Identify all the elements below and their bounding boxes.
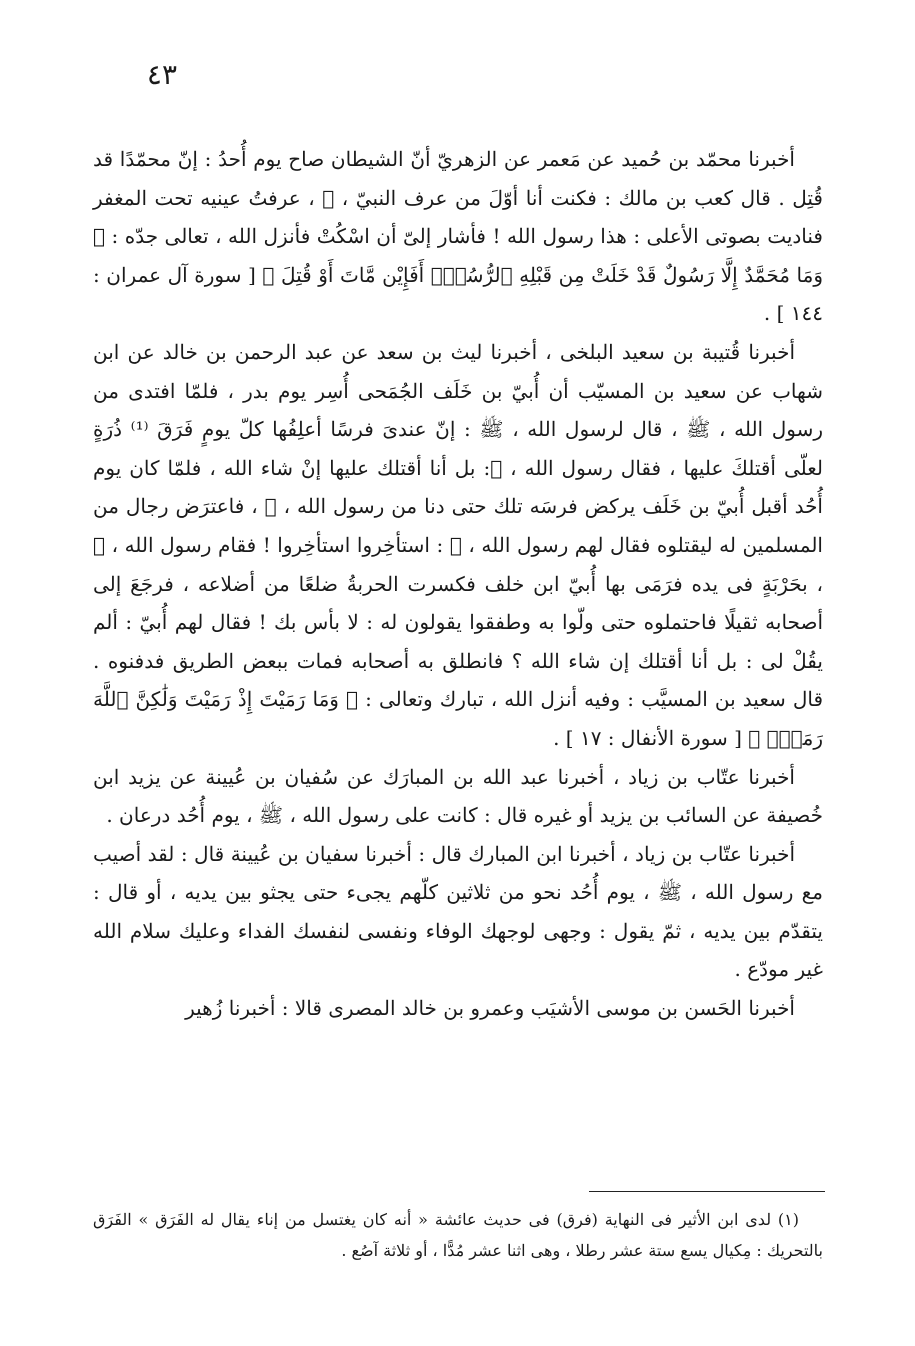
- paragraph-5: أخبرنا الحَسن بن موسى الأشيَب وعمرو بن خالد المصرى قالا : أخبرنا زُهير: [185, 996, 795, 1021]
- paragraph-3: أخبرنا عتّاب بن زياد ، أخبرنا عبد الله بن المبارَك عن سُفيان بن عُيينة عن يزيد ابن خُصيفة عن السائب بن يزيد أو غيره قال : كانت على رسول الله ، ﷺ ، يوم أُحُد درعان .: [93, 764, 823, 828]
- paragraph-2: أخبرنا قُتيبة بن سعيد البلخى ، أخبرنا ليث بن سعد عن عبد الرحمن بن خالد عن ابن شهاب عن سعيد بن المسيّب أن أُبيّ بن خَلَف الجُمَحى أُسِر يوم بدر ، فلمّا افتدى من رسول الله ، ﷺ ، قال لرسول الله ، ﷺ : إنّ عندىَ فرسًا أعلِفُها كلّ يومٍ فَرَقَ ⁽¹⁾ ذُرَةٍ لعلّى أقتلكَ عليها ، فقال رسول الله ، ﷺ: بل أنا أقتلك عليها إنْ شاء الله ، فلمّا كان يوم أُحُد أقبل أُبيّ بن خَلَف يركض فرسَه تلك حتى دنا من رسول الله ، ﷺ ، فاعترَض رجال من المسلمين له ليقتلوه فقال لهم رسول الله ، ﷺ : استأخِروا استأخِروا ! فقام رسول الله ، ﷺ ، بحَرْبَةٍ فى يده فرَمَى بها أُبيّ ابن خلف فكسرت الحربةُ ضلعًا من أضلاعه ، فرجَعَ إلى أصحابه ثقيلًا فاحتملوه حتى ولّوا به وطفقوا يقولون له : لا بأس بك ! فقال لهم أُبيّ : ألم يقُلْ لى : بل أنا أقتلك إن شاء الله ؟ فانطلق به أصحابه فمات ببعض الطريق فدفنوه . قال سعيد بن المسيَّب : وفيه أنزل الله ، تبارك وتعالى : ﴿ وَمَا رَمَيْتَ إِذْ رَمَيْتَ وَلَٰكِنَّ ٱللَّهَ رَمَىٰۚ ﴾ [ سورة الأنفال : ١٧ ] .: [93, 339, 824, 750]
- footnote-divider: [589, 1191, 825, 1192]
- paragraph-4: أخبرنا عتّاب بن زياد ، أخبرنا ابن المبارك قال : أخبرنا سفيان بن عُيينة قال : لقد أصيب مع رسول الله ، ﷺ ، يوم أُحُد نحو من ثلاثين كلّهم يجىء حتى يجثو بين يديه ، أو قال : يتقدّم بين يديه ، ثمّ يقول : وجهى لوجهك الوفاء ونفسى لنفسك الفداء وعليك سلام الله غير مودّع .: [93, 841, 823, 982]
- paragraph-1: أخبرنا محمّد بن حُميد عن مَعمر عن الزهريّ أنّ الشيطان صاح يوم أُحدُ : إنّ محمّدًا قد قُتِل . قال كعب بن مالك : فكنت أنا أوّلَ من عرف النبيّ ، ﷺ ، عرفتُ عينيه تحت المغفر فناديت بصوتى الأعلى : هذا رسول الله ! فأشار إلىّ أن اسْكُتْ فأنزل الله ، تعالى جدّه : ﴿ وَمَا مُحَمَّدٌ إِلَّا رَسُولٌ قَدْ خَلَتْ مِن قَبْلِهِ ٱلرُّسُلُۚ أَفَإِيْن مَّاتَ أَوْ قُتِلَ ﴾ [ سورة آل عمران : ١٤٤ ] .: [93, 147, 823, 326]
- page-number: ٤٣: [146, 58, 177, 91]
- footnote: (١) لدى ابن الأثير فى النهاية (فرق) فى حديث عائشة « أنه كان يغتسل من إناء يقال له الفَرَق » الفَرَق بالتحريك : مِكيال يسع ستة عشر رطلا ، وهى اثنا عشر مُدًّا ، أو ثلاثة آصُع .: [93, 1210, 823, 1260]
- main-text: [93, 140, 823, 1028]
